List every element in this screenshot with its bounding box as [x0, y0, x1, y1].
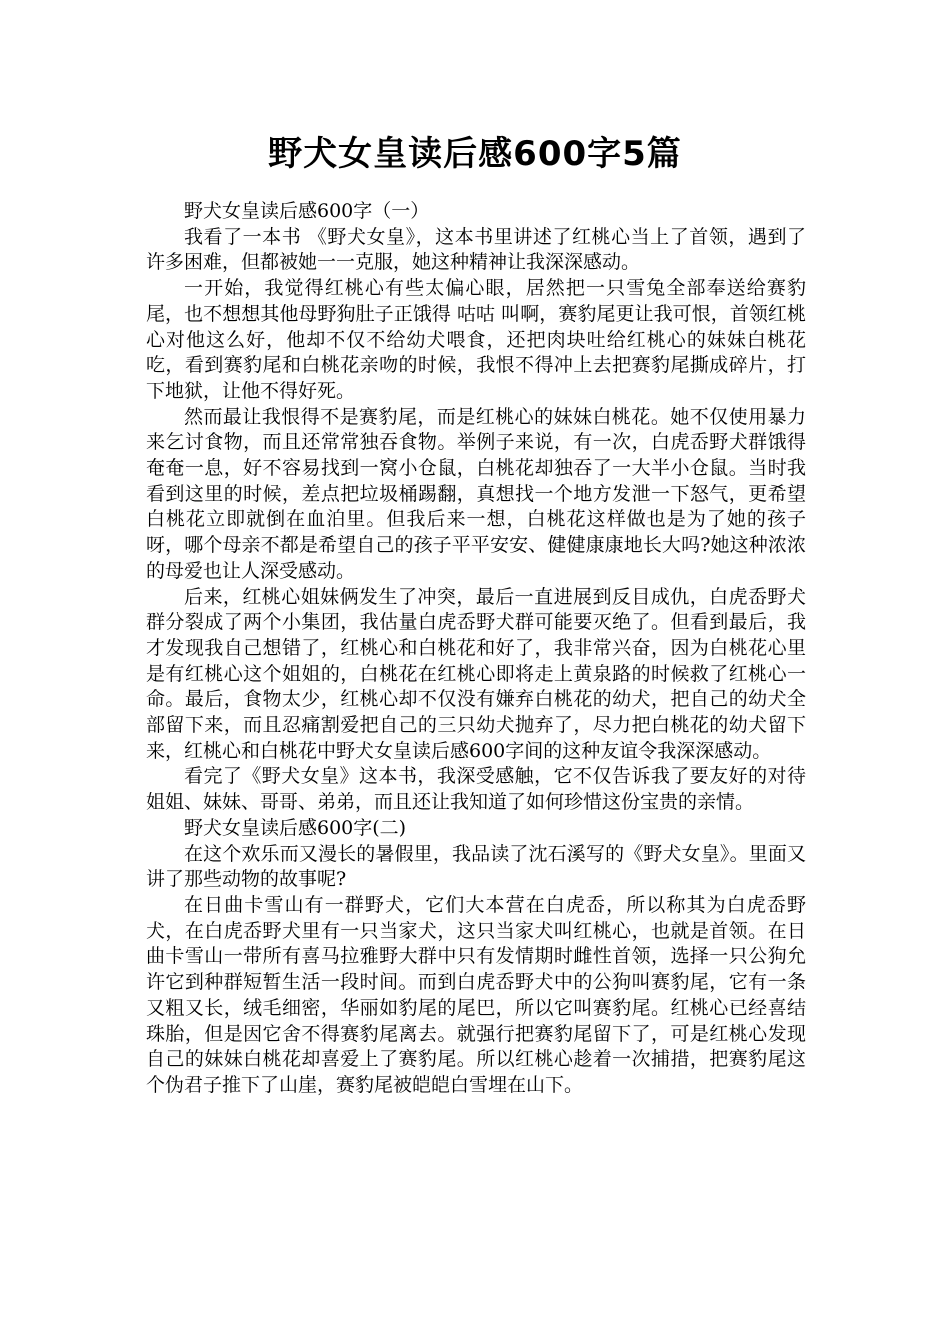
paragraph: 在这个欢乐而又漫长的暑假里，我品读了沈石溪写的《野犬女皇》。里面又讲了那些动物的故事呢?: [146, 842, 806, 891]
section-heading-1: 野犬女皇读后感600字（一）: [184, 200, 430, 222]
paragraph: 一开始，我觉得红桃心有些太偏心眼，居然把一只雪兔全部奉送给赛豹尾，也不想想其他母野狗肚子正饿得 咕咕 叫啊，赛豹尾更让我可恨，首领红桃心对他这么好，他却不仅不给幼犬喂食，还把肉块吐给红桃心的妹妹白桃花吃，看到赛豹尾和白桃花亲吻的时候，我恨不得冲上去把赛豹尾撕成碎片，打下地狱，让他不得好死。: [146, 277, 806, 402]
document-title: 野犬女皇读后感600字5篇: [268, 134, 682, 174]
document-body: [146, 199, 806, 1099]
paragraph: 然而最让我恨得不是赛豹尾，而是红桃心的妹妹白桃花。她不仅使用暴力来乞讨食物，而且还常常独吞食物。举例子来说，有一次，白虎岙野犬群饿得奄奄一息，好不容易找到一窝小仓鼠，白桃花却独吞了一大半小仓鼠。当时我看到这里的时候，差点把垃圾桶踢翻，真想找一个地方发泄一下怒气，更希望白桃花立即就倒在血泊里。但我后来一想，白桃花这样做也是为了她的孩子呀，哪个母亲不都是希望自己的孩子平平安安、健健康康地长大吗?她这种浓浓的母爱也让人深受感动。: [146, 405, 806, 582]
paragraph: 看完了《野犬女皇》这本书，我深受感触，它不仅告诉我了要友好的对待姐姐、妹妹、哥哥、弟弟，而且还让我知道了如何珍惜这份宝贵的亲情。: [146, 765, 806, 814]
paragraph: 在日曲卡雪山有一群野犬，它们大本营在白虎岙，所以称其为白虎岙野犬，在白虎岙野犬里有一只当家犬，这只当家犬叫红桃心，也就是首领。在日曲卡雪山一带所有喜马拉雅野大群中只有发情期时雌性首领，选择一只公狗允许它到种群短暂生活一段时间。而到白虎岙野犬中的公狗叫赛豹尾，它有一条又粗又长，绒毛细密，华丽如豹尾的尾巴，所以它叫赛豹尾。红桃心已经喜结珠胎，但是因它舍不得赛豹尾离去。就强行把赛豹尾留下了，可是红桃心发现自己的妹妹白桃花却喜爱上了赛豹尾。所以红桃心趁着一次捕措，把赛豹尾这个伪君子推下了山崖，赛豹尾被皑皑白雪埋在山下。: [146, 893, 806, 1096]
paragraph: 后来，红桃心姐妹俩发生了冲突，最后一直进展到反目成仇，白虎岙野犬群分裂成了两个小集团，我估量白虎岙野犬群可能要灭绝了。但看到最后，我才发现我自己想错了，红桃心和白桃花和好了，我非常兴奋，因为白桃花心里是有红桃心这个姐姐的，白桃花在红桃心即将走上黄泉路的时候救了红桃心一命。最后，食物太少，红桃心却不仅没有嫌弃白桃花的幼犬，把自己的幼犬全部留下来，而且忍痛割爱把自己的三只幼犬抛弃了，尽力把白桃花的幼犬留下来，红桃心和白桃花中野犬女皇读后感600字间的这种友谊令我深深感动。: [146, 585, 806, 762]
paragraph: 我看了一本书 《野犬女皇》，这本书里讲述了红桃心当上了首领，遇到了许多困难，但都被她一一克服，她这种精神让我深深感动。: [146, 225, 806, 274]
section-heading-2: 野犬女皇读后感600字(二): [184, 816, 407, 839]
